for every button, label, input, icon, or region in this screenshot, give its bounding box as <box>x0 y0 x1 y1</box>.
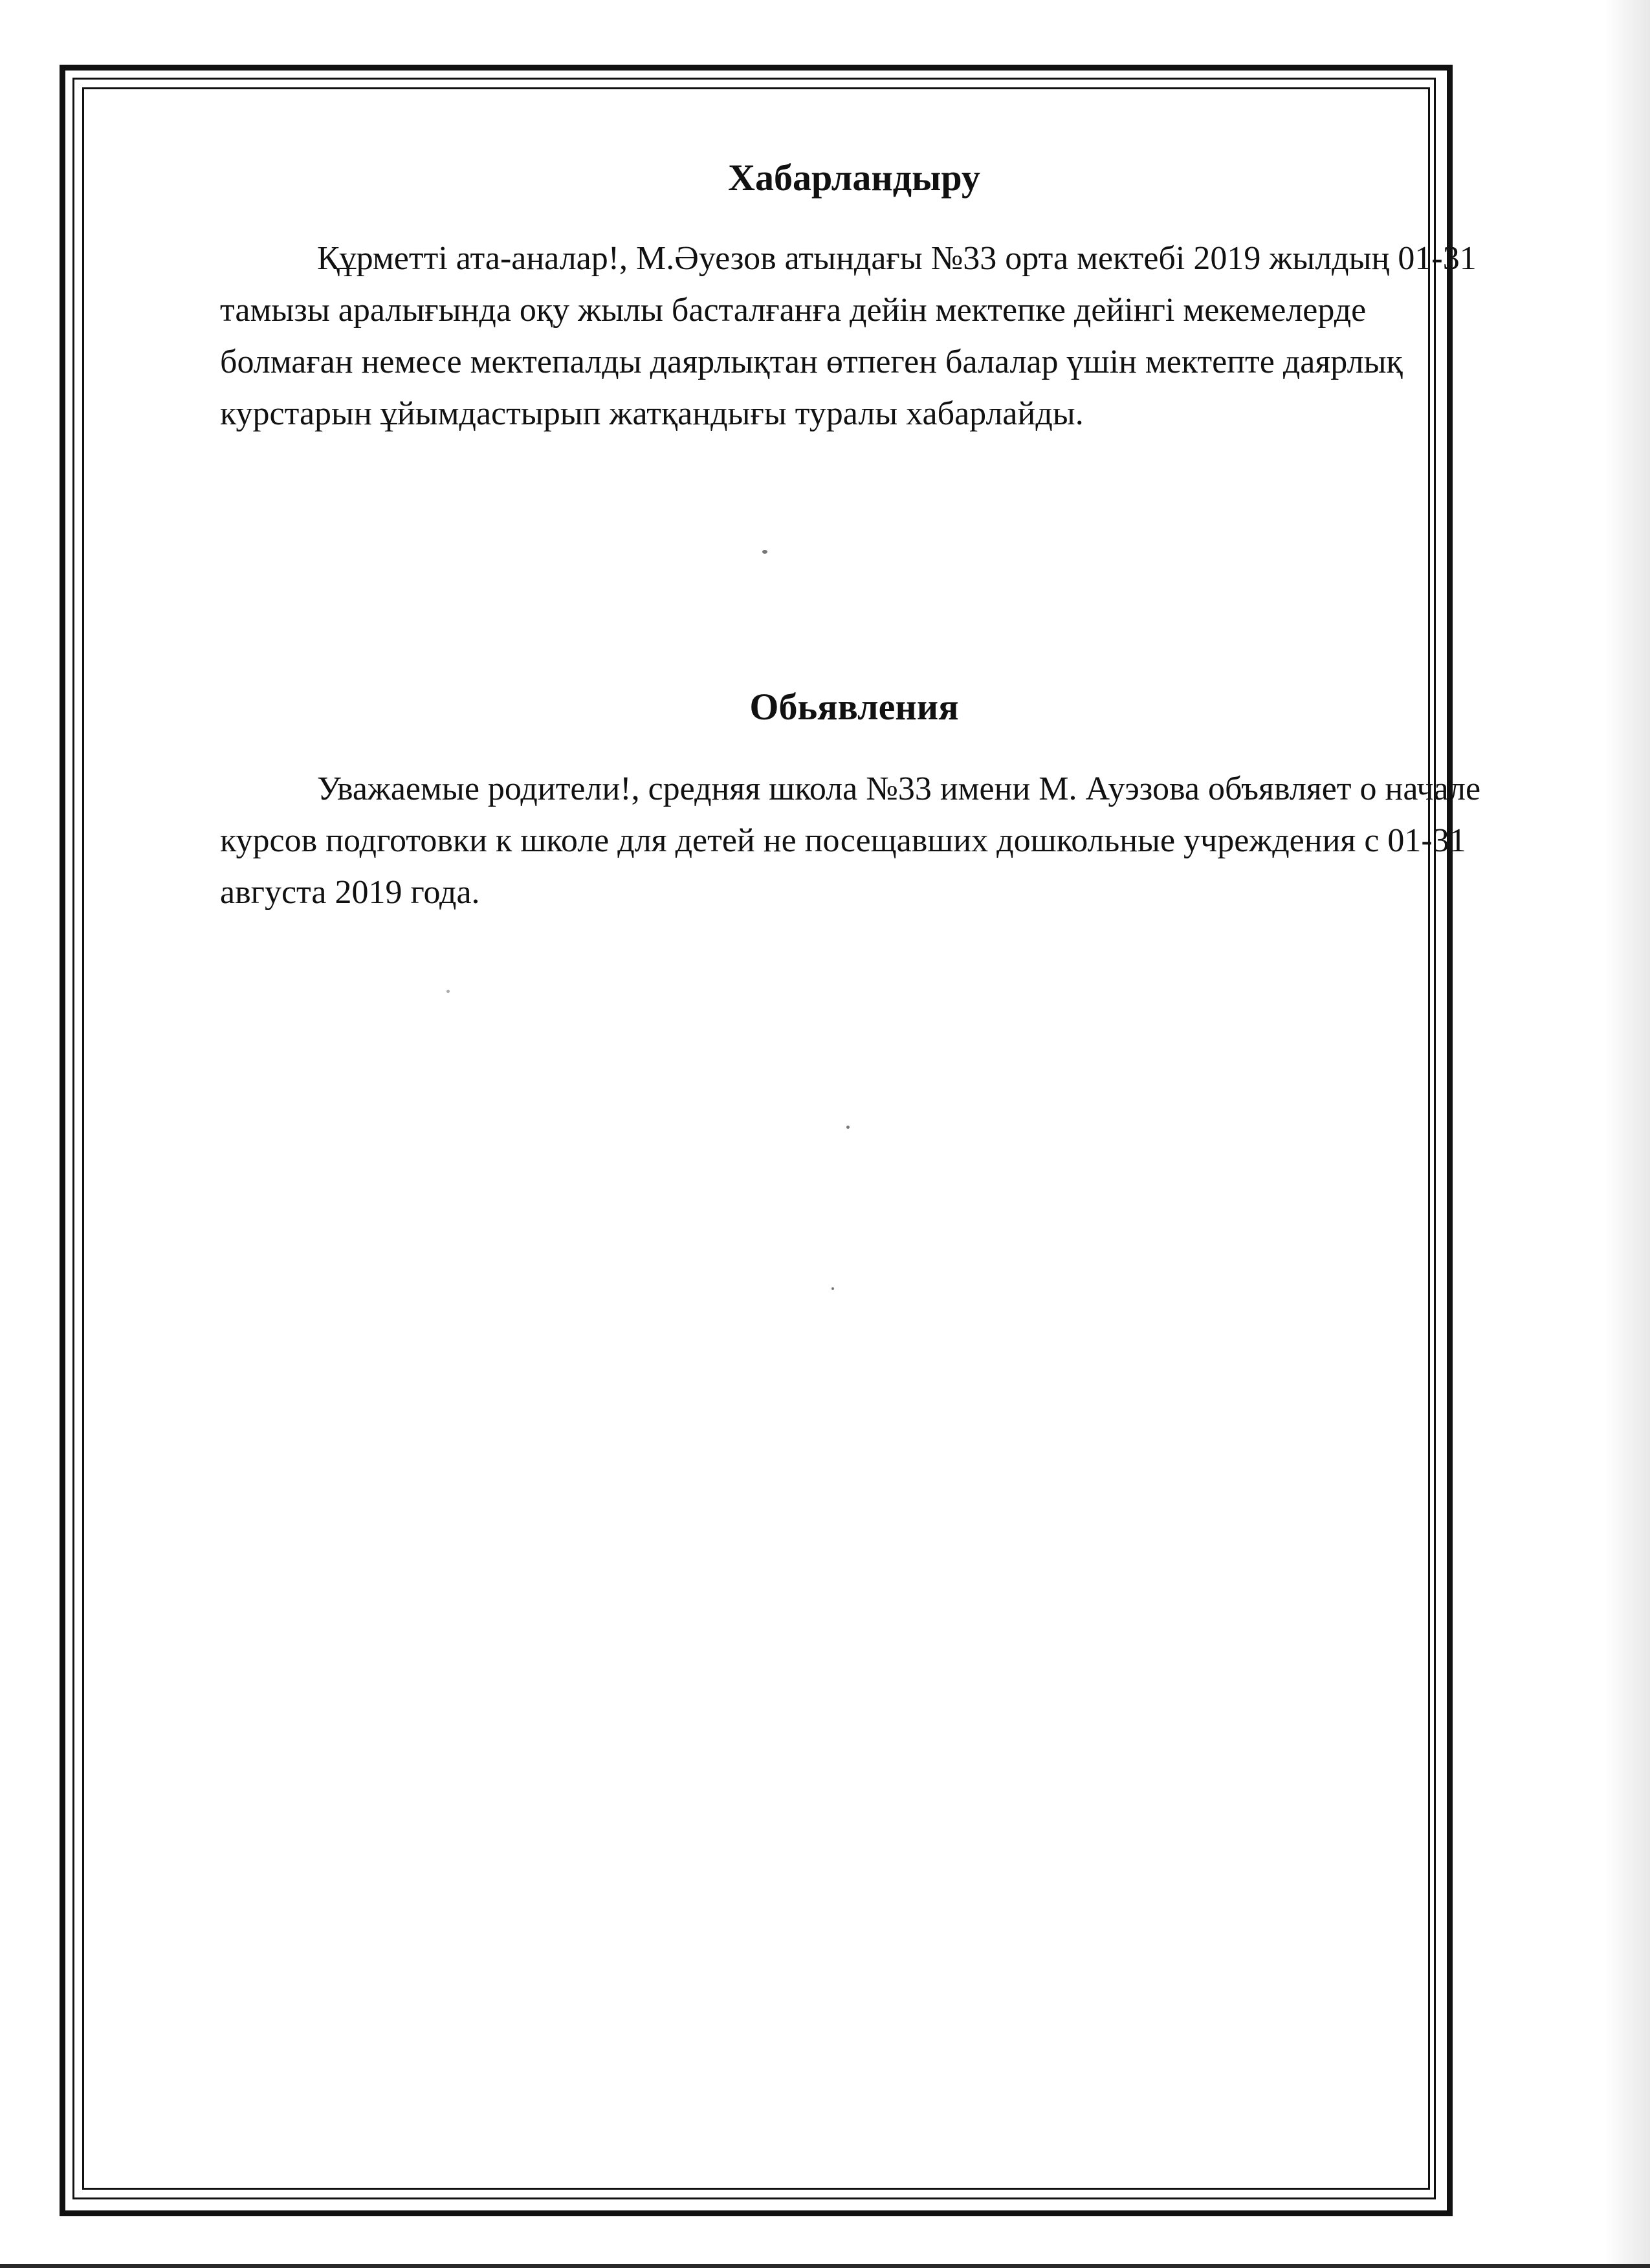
scan-speck <box>846 1126 850 1129</box>
announcement-kz-title: Хабарландыру <box>728 157 980 199</box>
scan-edge-shadow <box>1605 0 1650 2268</box>
announcement-kz <box>220 155 1501 201</box>
announcement-ru-body: Уважаемые родители!, средняя школа №33 имени М. Ауэзова объявляет о начале курсов подготовки к школе для детей не посещавших дошкольные учреждения с 01-31 августа 2019 года. <box>220 770 1481 911</box>
scan-bottom-edge <box>0 2264 1650 2268</box>
announcement-ru-title: Обьявления <box>749 686 959 728</box>
scan-speck <box>831 1287 834 1290</box>
scan-speck <box>762 550 767 554</box>
announcement-kz-body: Құрметті ата-аналар!, М.Әуезов атындағы №33 орта мектебі 2019 жылдың 01-31 тамызы аралығында оқу жылы басталғанға дейін мектепке дейінгі мекемелерде болмаған немесе мектепалды даярлықтан өтпеген балалар үшін мектепте даярлық курстарын ұйымдастырып жатқандығы туралы хабарлайды. <box>220 240 1477 432</box>
scan-speck <box>446 990 450 993</box>
